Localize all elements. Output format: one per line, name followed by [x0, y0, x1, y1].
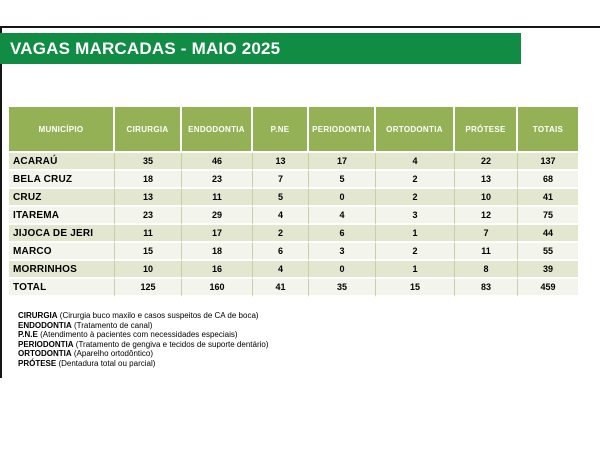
column-header-1: CIRURGIA — [115, 107, 182, 153]
value-cell: 68 — [518, 171, 578, 189]
value-cell: 29 — [182, 207, 253, 225]
table-header-row — [9, 107, 578, 153]
value-cell: 2 — [376, 243, 455, 261]
municipio-cell: MARCO — [9, 243, 115, 261]
value-cell: 2 — [253, 225, 309, 243]
value-cell: 4 — [376, 153, 455, 171]
municipio-cell: CRUZ — [9, 189, 115, 207]
legend-desc: (Atendimento à pacientes com necessidades especiais) — [37, 330, 238, 339]
value-cell: 83 — [455, 279, 518, 297]
table-row — [9, 207, 578, 225]
value-cell: 4 — [253, 207, 309, 225]
table-row — [9, 261, 578, 279]
frame-top-line — [0, 26, 600, 28]
value-cell: 17 — [182, 225, 253, 243]
municipio-cell: JIJOCA DE JERI — [9, 225, 115, 243]
value-cell: 137 — [518, 153, 578, 171]
legend — [18, 311, 269, 368]
page-title: VAGAS MARCADAS - MAIO 2025 — [10, 38, 281, 58]
value-cell: 55 — [518, 243, 578, 261]
table-row — [9, 243, 578, 261]
value-cell: 75 — [518, 207, 578, 225]
legend-term: ORTODONTIA — [18, 349, 72, 358]
frame-left-line — [0, 26, 2, 378]
column-header-0: MUNICÍPIO — [9, 107, 115, 153]
value-cell: 459 — [518, 279, 578, 297]
value-cell: 6 — [309, 225, 376, 243]
value-cell: 8 — [455, 261, 518, 279]
value-cell: 11 — [115, 225, 182, 243]
value-cell: 16 — [182, 261, 253, 279]
value-cell: 46 — [182, 153, 253, 171]
municipio-cell: TOTAL — [9, 279, 115, 297]
value-cell: 11 — [455, 243, 518, 261]
legend-line — [18, 330, 269, 340]
title-bar — [0, 33, 521, 64]
legend-line — [18, 359, 269, 369]
value-cell: 23 — [115, 207, 182, 225]
value-cell: 22 — [455, 153, 518, 171]
legend-desc: (Dentadura total ou parcial) — [56, 358, 156, 368]
legend-desc: (Cirurgia buco maxilo e casos suspeitos de CA de boca) — [57, 311, 259, 320]
value-cell: 2 — [376, 189, 455, 207]
legend-desc: (Tratamento de canal) — [71, 320, 153, 330]
value-cell: 160 — [182, 279, 253, 297]
legend-desc: (Tratamento de gengiva e tecidos de suporte dentário) — [73, 339, 269, 349]
legend-desc: (Aparelho ortodôntico) — [71, 349, 154, 358]
column-header-6: PRÓTESE — [455, 107, 518, 153]
value-cell: 44 — [518, 225, 578, 243]
value-cell: 0 — [309, 189, 376, 207]
value-cell: 18 — [182, 243, 253, 261]
value-cell: 39 — [518, 261, 578, 279]
column-header-4: PERIODONTIA — [309, 107, 376, 153]
column-header-5: ORTODONTIA — [376, 107, 455, 153]
value-cell: 5 — [253, 189, 309, 207]
municipio-cell: ACARAÚ — [9, 153, 115, 171]
value-cell: 7 — [455, 225, 518, 243]
table-row — [9, 171, 578, 189]
column-header-2: ENDODONTIA — [182, 107, 253, 153]
value-cell: 18 — [115, 171, 182, 189]
value-cell: 41 — [253, 279, 309, 297]
vagas-table — [9, 107, 578, 297]
value-cell: 15 — [376, 279, 455, 297]
municipio-cell: BELA CRUZ — [9, 171, 115, 189]
table-row — [9, 225, 578, 243]
legend-line — [18, 340, 269, 350]
value-cell: 0 — [309, 261, 376, 279]
value-cell: 2 — [376, 171, 455, 189]
table-row — [9, 189, 578, 207]
value-cell: 17 — [309, 153, 376, 171]
value-cell: 10 — [455, 189, 518, 207]
value-cell: 6 — [253, 243, 309, 261]
legend-term: CIRURGIA — [18, 311, 58, 320]
legend-line — [18, 349, 269, 359]
legend-line — [18, 321, 269, 331]
value-cell: 1 — [376, 261, 455, 279]
legend-term: P.N.E — [18, 330, 38, 339]
value-cell: 4 — [253, 261, 309, 279]
legend-term: ENDODONTIA — [18, 320, 72, 330]
value-cell: 4 — [309, 207, 376, 225]
value-cell: 13 — [253, 153, 309, 171]
value-cell: 13 — [455, 171, 518, 189]
value-cell: 10 — [115, 261, 182, 279]
value-cell: 11 — [182, 189, 253, 207]
value-cell: 1 — [376, 225, 455, 243]
column-header-7: TOTAIS — [518, 107, 578, 153]
legend-line — [18, 311, 269, 321]
municipio-cell: MORRINHOS — [9, 261, 115, 279]
value-cell: 35 — [115, 153, 182, 171]
value-cell: 125 — [115, 279, 182, 297]
value-cell: 23 — [182, 171, 253, 189]
legend-term: PRÓTESE — [18, 358, 57, 368]
value-cell: 35 — [309, 279, 376, 297]
value-cell: 3 — [309, 243, 376, 261]
table-row — [9, 279, 578, 297]
municipio-cell: ITAREMA — [9, 207, 115, 225]
value-cell: 13 — [115, 189, 182, 207]
value-cell: 12 — [455, 207, 518, 225]
table-row — [9, 153, 578, 171]
table-body — [9, 153, 578, 297]
value-cell: 41 — [518, 189, 578, 207]
value-cell: 5 — [309, 171, 376, 189]
value-cell: 15 — [115, 243, 182, 261]
value-cell: 3 — [376, 207, 455, 225]
value-cell: 7 — [253, 171, 309, 189]
column-header-3: P.NE — [253, 107, 309, 153]
legend-term: PERIODONTIA — [18, 339, 74, 349]
